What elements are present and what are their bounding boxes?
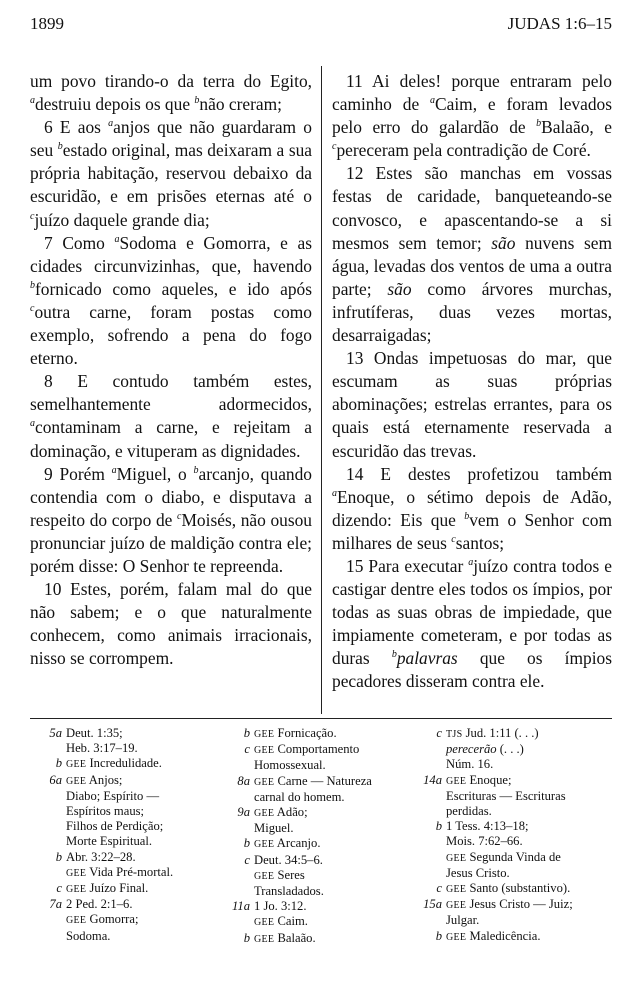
footnote-line (66, 912, 218, 928)
text-run: Morte Espiritual. (66, 834, 153, 849)
text-run: Enoque; (466, 772, 512, 787)
footnote-line (66, 897, 218, 912)
footnote-line (446, 726, 614, 742)
text-run: Mois. 7:62–66. (446, 834, 523, 849)
footnotes-column-2 (226, 726, 404, 947)
footnote-key: b (243, 836, 250, 851)
text-run: Caim, e foram levados pelo erro do galardão de (332, 94, 613, 138)
footnote-marker: b (536, 118, 542, 130)
text-run: 7 Como (44, 232, 115, 253)
footnote-entry (418, 773, 614, 820)
source-abbreviation: GEE (66, 915, 87, 927)
text-run: perdidas. (446, 804, 492, 819)
footnote-divider (30, 718, 612, 719)
text-run: não creram; (199, 94, 282, 115)
source-abbreviation: GEE (254, 870, 275, 882)
text-run: Incredulidade. (86, 756, 162, 771)
verse-paragraph (332, 162, 612, 347)
source-abbreviation: GEE (66, 884, 87, 896)
footnote-key: b (435, 928, 442, 943)
source-abbreviation: GEE (66, 867, 87, 879)
text-run: Adão; (274, 805, 308, 820)
footnote-line (66, 834, 218, 849)
text-run: contaminam a carne, e rejeitam a dominação, e vituperam as dignidades. (30, 417, 312, 461)
footnote-line (446, 834, 614, 849)
footnote-line (254, 884, 404, 899)
footnote-line (254, 758, 404, 773)
text-run: 6 E aos (44, 117, 109, 138)
text-run: Heb. 3:17–19. (66, 741, 138, 756)
column-divider (321, 66, 322, 714)
source-abbreviation: GEE (446, 931, 467, 943)
text-run: juízo daquele grande dia; (34, 209, 210, 230)
footnote-entry (38, 756, 218, 772)
text-run: Fornicação. (274, 726, 337, 740)
footnote-line (446, 742, 614, 757)
footnote-key: 15a (423, 897, 442, 912)
text-run: Sodoma e Gomorra, e as cidades circunvizinhas, que, havendo (30, 232, 312, 276)
footnote-marker: a (108, 118, 114, 130)
footnote-line (446, 881, 614, 897)
footnote-entry (418, 726, 614, 773)
footnote-marker: c (332, 141, 337, 153)
footnote-marker: a (468, 557, 474, 569)
text-run: Santo (substantivo). (466, 881, 571, 896)
source-abbreviation: GEE (254, 745, 275, 757)
footnote-marker: a (430, 95, 436, 107)
footnote-line (66, 756, 218, 772)
text-run: Anjos; (86, 772, 123, 787)
text-run: Transladados. (254, 884, 324, 899)
footnote-line (446, 897, 614, 913)
text-run: santos; (455, 532, 505, 553)
text-run: 9 Porém (44, 463, 112, 484)
footnote-line (254, 836, 404, 852)
text-run: Carne — Natureza (274, 773, 372, 788)
footnote-marker: a (114, 233, 120, 245)
source-abbreviation: GEE (446, 884, 467, 896)
source-abbreviation: GEE (446, 900, 467, 912)
source-abbreviation: GEE (66, 759, 87, 771)
text-run: Abr. 3:22–28. (66, 849, 136, 864)
footnote-key: 9a (237, 805, 250, 820)
footnote-marker: a (111, 464, 117, 476)
footnote-marker: c (30, 303, 35, 315)
text-run: 1 Jo. 3:12. (254, 899, 307, 914)
text-run: 2 Ped. 2:1–6. (66, 897, 133, 912)
footnote-line (66, 804, 218, 819)
text-run: Jesus Cristo. (446, 865, 510, 880)
footnote-marker: b (464, 510, 470, 522)
footnote-line (66, 881, 218, 897)
footnote-entry (226, 742, 404, 773)
footnote-line (66, 865, 218, 881)
source-abbreviation: GEE (254, 808, 275, 820)
footnote-marker: b (30, 280, 35, 292)
footnote-entry (226, 853, 404, 900)
footnote-key: 11a (232, 899, 250, 914)
footnote-entry (226, 805, 404, 836)
text-run: vem o Senhor com milhares de seus (332, 509, 612, 553)
source-abbreviation: GEE (254, 729, 275, 740)
footnote-line (254, 726, 404, 742)
text-run: 12 Estes são manchas em vossas festas de caridade, banqueteando-se convosco, e apascentando-se a si mesmos sem temor; (332, 163, 612, 253)
verse-paragraph (332, 555, 612, 694)
footnote-marker: b (194, 95, 200, 107)
text-run: Comportamento (274, 742, 360, 757)
footnote-entry (38, 773, 218, 850)
footnote-entry (38, 881, 218, 897)
source-abbreviation: GEE (66, 775, 87, 787)
footnote-line (66, 850, 218, 865)
footnote-line (254, 790, 404, 805)
footnotes-column-3 (418, 726, 614, 945)
footnote-line (446, 929, 614, 945)
text-run: Balaão, e (541, 117, 612, 138)
footnote-key: 6a (49, 772, 62, 787)
text-run: Vida Pré-mortal. (86, 864, 174, 879)
footnote-line (446, 804, 614, 819)
text-run: nuvens sem água, levadas dos ventos de uma a outra parte; (332, 232, 612, 299)
text-run: 14 E destes profetizou também (346, 463, 612, 484)
footnote-line (254, 868, 404, 884)
text-run: Núm. 16. (446, 757, 494, 772)
text-run: Sodoma. (66, 928, 111, 943)
text-run: Espíritos maus; (66, 804, 145, 819)
text-run: Homossexual. (254, 758, 326, 773)
footnote-key: b (243, 930, 250, 945)
verse-paragraph (332, 347, 612, 462)
text-run: 11 Ai deles! porque entraram pelo caminho de (332, 71, 612, 115)
text-run: Julgar. (446, 913, 480, 928)
footnote-key: 5a (49, 726, 62, 740)
right-text-column (332, 70, 612, 694)
left-text-column (30, 70, 312, 670)
italic-text: são (387, 278, 412, 299)
text-run: 8 E contudo também estes, semelhantemente adormecidos, (30, 371, 312, 415)
text-run: 1 Tess. 4:13–18; (446, 819, 529, 834)
footnote-key: c (244, 742, 250, 757)
text-run: 15 Para executar (346, 555, 469, 576)
source-abbreviation: GEE (446, 852, 467, 864)
text-run: Deut. 34:5–6. (254, 852, 323, 867)
text-run: (. . .) (496, 742, 524, 757)
text-run: um povo tirando-o da terra do Egito, (30, 71, 312, 91)
verse-paragraph (30, 70, 312, 116)
footnote-line (446, 866, 614, 881)
footnote-entry (226, 931, 404, 947)
verse-paragraph (30, 463, 312, 578)
verse-paragraph (30, 578, 312, 670)
footnote-line (254, 914, 404, 930)
footnote-line (254, 853, 404, 868)
footnote-key: c (436, 881, 442, 896)
text-run: Diabo; Espírito — (66, 788, 160, 803)
footnote-line (254, 931, 404, 947)
footnote-line (254, 774, 404, 790)
verse-paragraph (332, 70, 612, 162)
italic-text: palavras (396, 648, 458, 669)
source-abbreviation: GEE (254, 776, 275, 788)
text-run: fornicado como aqueles, e ido após (35, 278, 312, 299)
verse-paragraph (332, 463, 612, 555)
text-run: Caim. (274, 914, 308, 929)
footnote-entry (226, 774, 404, 805)
source-abbreviation: GEE (254, 917, 275, 929)
footnote-line (66, 773, 218, 789)
footnote-entry (226, 836, 404, 852)
footnotes-column-1 (38, 726, 218, 944)
source-abbreviation: TJS (446, 729, 463, 740)
text-run: anjos que não guardaram o seu (30, 117, 312, 161)
footnote-marker: c (177, 510, 182, 522)
footnote-marker: a (30, 418, 35, 430)
footnote-line (254, 742, 404, 758)
footnote-key: 8a (237, 773, 250, 788)
footnote-line (66, 726, 218, 741)
verse-paragraph (30, 116, 312, 231)
footnote-marker: a (332, 487, 337, 499)
footnote-line (66, 819, 218, 834)
text-run: Seres (274, 867, 305, 882)
text-run: que os ímpios pecadores disseram contra ele. (332, 648, 612, 692)
text-run: outra carne, foram postas como exemplo, sofrendo a pena do fogo eterno. (30, 301, 312, 369)
footnote-key: 14a (423, 772, 442, 787)
text-run: Escrituras — Escrituras (446, 788, 566, 803)
source-abbreviation: GEE (254, 933, 275, 945)
text-run: Filhos de Perdição; (66, 819, 164, 834)
footnote-key: b (243, 726, 250, 740)
source-abbreviation: GEE (446, 775, 467, 787)
footnote-marker: b (391, 649, 397, 661)
text-run: estado original, mas deixaram a sua própria habitação, reservou debaixo da escuridão, e em prisões eternas até o (30, 140, 313, 207)
text-run: Balaão. (274, 930, 316, 945)
text-run: Gomorra; (86, 912, 139, 927)
footnote-line (446, 913, 614, 928)
text-run: Juízo Final. (86, 881, 149, 896)
text-run: Miguel. (254, 821, 294, 836)
text-run: Deut. 1:35; (66, 726, 123, 740)
footnote-line (446, 789, 614, 804)
footnote-line (254, 821, 404, 836)
footnote-line (446, 850, 614, 866)
text-run: 10 Estes, porém, falam mal do que não sabem; e o que naturalmente conhecem, como animais irracionais, nisso se corrompem. (30, 579, 312, 669)
footnote-entry (226, 899, 404, 930)
footnote-entry (38, 897, 218, 944)
footnote-entry (418, 929, 614, 945)
text-run: carnal do homem. (254, 789, 345, 804)
footnote-line (66, 741, 218, 756)
text-run: Jud. 1:11 (. . .) (462, 726, 539, 740)
text-run: como árvores murchas, infrutíferas, duas vezes mortas, desarraigadas; (332, 278, 613, 346)
footnote-entry (226, 726, 404, 742)
italic-text: são (491, 232, 516, 253)
footnote-key: c (244, 852, 250, 867)
footnote-entry (418, 881, 614, 897)
footnote-entry (38, 726, 218, 756)
book-reference: JUDAS 1:6–15 (507, 14, 612, 33)
verse-paragraph (30, 370, 312, 462)
text-run: Jesus Cristo — Juiz; (466, 897, 573, 912)
text-run: Miguel, o (116, 463, 194, 484)
text-run: Segunda Vinda de (466, 849, 561, 864)
footnote-marker: a (30, 95, 35, 107)
footnote-entry (418, 897, 614, 928)
text-run: Arcanjo. (274, 836, 321, 851)
footnote-marker: c (30, 210, 35, 222)
footnote-marker: c (451, 534, 456, 546)
footnote-line (66, 789, 218, 804)
footnote-key: c (436, 726, 442, 740)
footnote-key: b (55, 849, 62, 864)
text-run: pereceram pela contradição de Coré. (336, 140, 591, 161)
footnote-entry (418, 819, 614, 881)
source-abbreviation: GEE (254, 839, 275, 851)
text-run: destruiu depois os que (35, 94, 195, 115)
text-run: 13 Ondas impetuosas do mar, que escumam as suas próprias abominações; estrelas errantes, para os quais está eternamente reservada a escuridão das trevas. (332, 348, 612, 461)
italic-text: perecerão (446, 742, 497, 757)
footnote-line (446, 773, 614, 789)
footnote-entry (38, 850, 218, 881)
footnote-line (446, 819, 614, 834)
text-run: Maledicência. (466, 928, 541, 943)
footnote-line (446, 757, 614, 772)
footnote-line (254, 805, 404, 821)
footnote-key: b (55, 756, 62, 771)
footnote-marker: b (193, 464, 199, 476)
text-run: juízo contra todos e castigar dentre eles todos os ímpios, por todas as suas obras de impiedade, que impiamente cometeram, e por todas as duras (332, 555, 612, 669)
text-run: arcanjo, quando contendia com o diabo, e disputava a respeito do corpo de (30, 463, 313, 530)
footnote-key: 7a (49, 897, 62, 912)
page-number: 1899 (30, 14, 64, 33)
footnote-key: c (56, 881, 62, 896)
footnote-marker: b (57, 141, 63, 153)
text-run: Enoque, o sétimo depois de Adão, dizendo: Eis que (332, 486, 612, 530)
footnote-line (66, 929, 218, 944)
verse-paragraph (30, 232, 312, 371)
text-run: Moisés, não ousou pronunciar juízo de maldição contra ele; porém disse: O Senhor te repreenda. (30, 509, 312, 576)
footnote-line (254, 899, 404, 914)
footnote-key: b (435, 819, 442, 834)
